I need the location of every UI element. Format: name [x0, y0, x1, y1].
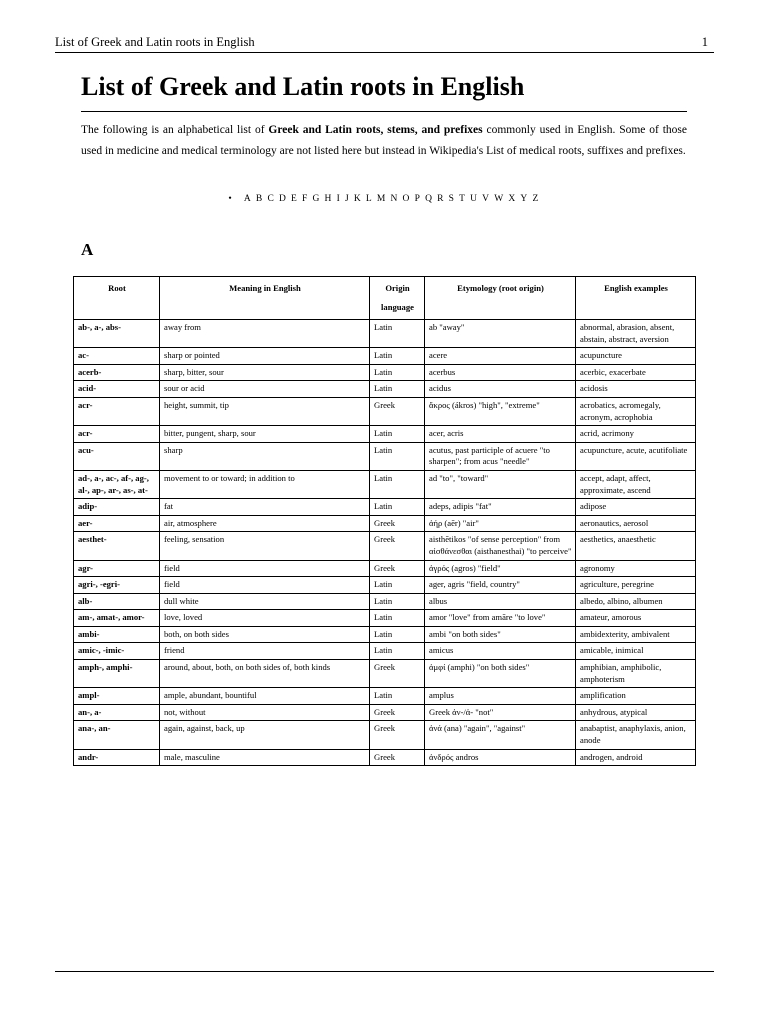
table-row — [74, 688, 696, 705]
cell-meaning: love, loved — [160, 610, 370, 627]
table-row — [74, 515, 696, 532]
cell-root: an-, a- — [74, 704, 160, 721]
cell-origin: Latin — [370, 320, 425, 348]
cell-meaning: male, masculine — [160, 749, 370, 766]
table-row — [74, 499, 696, 516]
cell-root: acerb- — [74, 364, 160, 381]
column-header-root: Root — [74, 277, 160, 320]
table-row — [74, 426, 696, 443]
cell-meaning: field — [160, 577, 370, 594]
footer-rule — [55, 971, 714, 972]
alphabet-link-c[interactable]: C — [267, 194, 275, 204]
cell-etymology: adeps, adipis "fat" — [425, 499, 576, 516]
cell-etymology: ager, agris "field, country" — [425, 577, 576, 594]
table-row — [74, 442, 696, 470]
cell-etymology: acer, acris — [425, 426, 576, 443]
cell-origin: Greek — [370, 560, 425, 577]
table-row — [74, 532, 696, 560]
table-row — [74, 660, 696, 688]
cell-origin: Greek — [370, 704, 425, 721]
table-row — [74, 364, 696, 381]
cell-root: ac- — [74, 348, 160, 365]
intro-text-end: commonly used in English. Some of those used in medicine and medical terminology are not listed here but instead in Wikipedia's List of medical roots, suffixes and prefixes. — [81, 124, 687, 157]
page-number: 1 — [701, 35, 708, 49]
alphabet-link-h[interactable]: H — [324, 194, 332, 204]
intro-paragraph — [81, 120, 687, 162]
cell-root: ab-, a-, abs- — [74, 320, 160, 348]
alphabet-link-s[interactable]: S — [448, 194, 455, 204]
cell-meaning: sharp or pointed — [160, 348, 370, 365]
page-title: List of Greek and Latin roots in English — [81, 70, 687, 112]
cell-origin: Latin — [370, 626, 425, 643]
cell-examples: accept, adapt, affect, approximate, ascend — [576, 470, 696, 498]
cell-meaning: height, summit, tip — [160, 397, 370, 425]
alphabet-link-f[interactable]: F — [302, 194, 308, 204]
cell-origin: Greek — [370, 532, 425, 560]
cell-etymology: amplus — [425, 688, 576, 705]
cell-etymology: amicus — [425, 643, 576, 660]
cell-meaning: air, atmosphere — [160, 515, 370, 532]
table-row — [74, 704, 696, 721]
cell-origin: Latin — [370, 593, 425, 610]
cell-root: ambi- — [74, 626, 160, 643]
cell-examples: aeronautics, aerosol — [576, 515, 696, 532]
cell-origin: Greek — [370, 749, 425, 766]
table-row — [74, 593, 696, 610]
cell-root: am-, amat-, amor- — [74, 610, 160, 627]
alphabet-link-j[interactable]: J — [344, 194, 350, 204]
cell-etymology: aisthētikos "of sense perception" from αἰσθάνεσθαι (aisthanesthai) "to perceive" — [425, 532, 576, 560]
cell-meaning: both, on both sides — [160, 626, 370, 643]
alphabet-link-w[interactable]: W — [494, 194, 504, 204]
cell-examples: amateur, amorous — [576, 610, 696, 627]
cell-etymology: ἄκρος (ákros) "high", "extreme" — [425, 397, 576, 425]
cell-meaning: sour or acid — [160, 381, 370, 398]
table-row — [74, 348, 696, 365]
cell-meaning: fat — [160, 499, 370, 516]
alphabet-link-y[interactable]: Y — [520, 194, 528, 204]
cell-root: amph-, amphi- — [74, 660, 160, 688]
cell-examples: amphibian, amphibolic, amphoterism — [576, 660, 696, 688]
table-row — [74, 560, 696, 577]
cell-origin: Latin — [370, 643, 425, 660]
cell-etymology: acidus — [425, 381, 576, 398]
roots-table — [73, 276, 696, 766]
cell-meaning: sharp, bitter, sour — [160, 364, 370, 381]
column-header-etymology: Etymology (root origin) — [425, 277, 576, 320]
cell-origin: Latin — [370, 610, 425, 627]
cell-etymology: ἀήρ (aēr) "air" — [425, 515, 576, 532]
cell-etymology: Greek ἀν-/ἀ- "not" — [425, 704, 576, 721]
cell-etymology: acere — [425, 348, 576, 365]
alphabet-link-d[interactable]: D — [278, 194, 287, 204]
alphabet-link-l[interactable]: L — [365, 194, 373, 204]
alphabet-link-q[interactable]: Q — [425, 194, 433, 204]
cell-origin: Latin — [370, 442, 425, 470]
cell-etymology: amor "love" from amāre "to love" — [425, 610, 576, 627]
cell-meaning: again, against, back, up — [160, 721, 370, 749]
cell-examples: amplification — [576, 688, 696, 705]
cell-etymology: acerbus — [425, 364, 576, 381]
cell-origin: Latin — [370, 470, 425, 498]
cell-meaning: feeling, sensation — [160, 532, 370, 560]
table-row — [74, 397, 696, 425]
cell-meaning: dull white — [160, 593, 370, 610]
cell-examples: agriculture, peregrine — [576, 577, 696, 594]
cell-examples: adipose — [576, 499, 696, 516]
cell-meaning: bitter, pungent, sharp, sour — [160, 426, 370, 443]
alphabet-link-k[interactable]: K — [353, 194, 362, 204]
table-row — [74, 643, 696, 660]
cell-examples: acupuncture — [576, 348, 696, 365]
table-row — [74, 470, 696, 498]
alphabet-link-a[interactable]: A — [243, 194, 252, 204]
cell-root: acr- — [74, 397, 160, 425]
cell-meaning: sharp — [160, 442, 370, 470]
alphabet-link-n[interactable]: N — [390, 194, 398, 204]
intro-bold-phrase: Greek and Latin roots, stems, and prefixes — [268, 124, 483, 136]
cell-examples: agronomy — [576, 560, 696, 577]
alphabet-link-b[interactable]: B — [255, 194, 263, 204]
cell-etymology: ab "away" — [425, 320, 576, 348]
alphabet-link-p[interactable]: P — [414, 194, 421, 204]
cell-origin: Greek — [370, 397, 425, 425]
cell-examples: acrid, acrimony — [576, 426, 696, 443]
alphabet-index — [81, 193, 687, 205]
cell-examples: anhydrous, atypical — [576, 704, 696, 721]
cell-origin: Greek — [370, 660, 425, 688]
cell-origin: Latin — [370, 348, 425, 365]
bullet-icon: • — [228, 194, 233, 204]
cell-examples: aesthetics, anaesthetic — [576, 532, 696, 560]
cell-etymology: acutus, past participle of acuere "to sharpen"; from acus "needle" — [425, 442, 576, 470]
cell-root: agr- — [74, 560, 160, 577]
cell-meaning: friend — [160, 643, 370, 660]
cell-meaning: ample, abundant, bountiful — [160, 688, 370, 705]
cell-origin: Latin — [370, 426, 425, 443]
cell-etymology: ad "to", "toward" — [425, 470, 576, 498]
cell-origin: Greek — [370, 515, 425, 532]
column-header-origin: Origin language — [370, 277, 425, 320]
intro-text-start: The following is an alphabetical list of — [81, 124, 269, 136]
cell-meaning: away from — [160, 320, 370, 348]
column-header-examples: English examples — [576, 277, 696, 320]
cell-examples: abnormal, abrasion, absent, abstain, abstract, aversion — [576, 320, 696, 348]
alphabet-link-e[interactable]: E — [291, 194, 298, 204]
cell-meaning: movement to or toward; in addition to — [160, 470, 370, 498]
cell-etymology: ἀνδρός andros — [425, 749, 576, 766]
cell-root: acu- — [74, 442, 160, 470]
cell-origin: Greek — [370, 721, 425, 749]
table-row — [74, 381, 696, 398]
table-row — [74, 320, 696, 348]
cell-examples: albedo, albino, albumen — [576, 593, 696, 610]
cell-root: ad-, a-, ac-, af-, ag-, al-, ap-, ar-, as-, at- — [74, 470, 160, 498]
cell-examples: amicable, inimical — [576, 643, 696, 660]
alphabet-link-i[interactable]: I — [336, 194, 341, 204]
table-row — [74, 749, 696, 766]
cell-examples: acerbic, exacerbate — [576, 364, 696, 381]
cell-root: aesthet- — [74, 532, 160, 560]
alphabet-link-m[interactable]: M — [376, 194, 386, 204]
cell-root: amic-, -imic- — [74, 643, 160, 660]
cell-etymology: albus — [425, 593, 576, 610]
cell-root: ampl- — [74, 688, 160, 705]
cell-root: ana-, an- — [74, 721, 160, 749]
alphabet-link-g[interactable]: G — [312, 194, 320, 204]
cell-root: acr- — [74, 426, 160, 443]
cell-examples: androgen, android — [576, 749, 696, 766]
table-row — [74, 610, 696, 627]
cell-examples: acidosis — [576, 381, 696, 398]
table-row — [74, 577, 696, 594]
cell-origin: Latin — [370, 688, 425, 705]
table-header-row — [74, 277, 696, 320]
cell-meaning: field — [160, 560, 370, 577]
cell-root: agri-, -egri- — [74, 577, 160, 594]
cell-etymology: ἀμφί (amphi) "on both sides" — [425, 660, 576, 688]
alphabet-link-v[interactable]: V — [482, 194, 490, 204]
cell-root: acid- — [74, 381, 160, 398]
cell-root: andr- — [74, 749, 160, 766]
cell-origin: Latin — [370, 364, 425, 381]
alphabet-link-z[interactable]: Z — [532, 194, 539, 204]
section-heading: A — [81, 240, 94, 259]
alphabet-link-u[interactable]: U — [470, 194, 478, 204]
column-header-meaning: Meaning in English — [160, 277, 370, 320]
cell-meaning: around, about, both, on both sides of, both kinds — [160, 660, 370, 688]
cell-origin: Latin — [370, 499, 425, 516]
cell-root: adip- — [74, 499, 160, 516]
alphabet-link-x[interactable]: X — [508, 194, 516, 204]
cell-root: aer- — [74, 515, 160, 532]
cell-origin: Latin — [370, 381, 425, 398]
alphabet-link-t[interactable]: T — [459, 194, 466, 204]
table-row — [74, 626, 696, 643]
cell-root: alb- — [74, 593, 160, 610]
cell-examples: acrobatics, acromegaly, acronym, acrophobia — [576, 397, 696, 425]
running-title: List of Greek and Latin roots in English — [55, 35, 255, 49]
cell-etymology: ἀγρός (agros) "field" — [425, 560, 576, 577]
cell-etymology: ἀνά (ana) "again", "against" — [425, 721, 576, 749]
cell-meaning: not, without — [160, 704, 370, 721]
alphabet-link-o[interactable]: O — [402, 194, 410, 204]
alphabet-link-r[interactable]: R — [437, 194, 444, 204]
cell-examples: ambidexterity, ambivalent — [576, 626, 696, 643]
cell-examples: anabaptist, anaphylaxis, anion, anode — [576, 721, 696, 749]
cell-origin: Latin — [370, 577, 425, 594]
cell-etymology: ambi "on both sides" — [425, 626, 576, 643]
table-row — [74, 721, 696, 749]
cell-examples: acupuncture, acute, acutifoliate — [576, 442, 696, 470]
running-header — [55, 34, 714, 53]
